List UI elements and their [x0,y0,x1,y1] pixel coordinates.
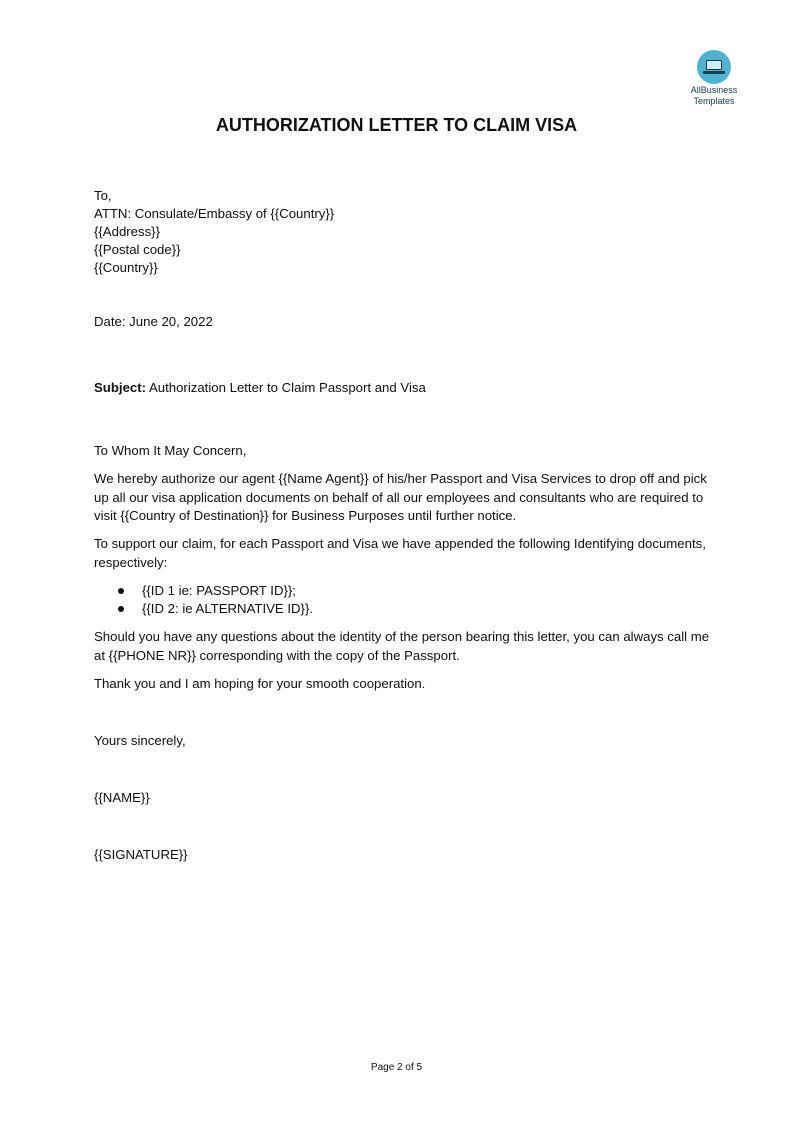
body-paragraph-3: Should you have any questions about the identity of the person bearing this letter, you can always call me at {{PHONE NR}} corresponding with the copy of the Passport. [94,629,710,663]
subject-text: Authorization Letter to Claim Passport and Visa [146,380,426,395]
closing: Yours sincerely, [94,733,186,748]
body-paragraph-2: To support our claim, for each Passport and Visa we have appended the following Identifying documents, respectively: [94,536,706,570]
bullet-icon [118,606,124,612]
subject-label: Subject: [94,380,147,395]
logo-text-line1: AllBusiness [690,85,738,95]
name-placeholder: {{NAME}} [94,790,150,805]
address-attn: ATTN: Consulate/Embassy of {{Country}} [94,206,335,221]
salutation: To Whom It May Concern, [94,443,247,458]
bullet-icon [118,588,124,594]
logo-text-line2: Templates [693,96,735,106]
document-title: AUTHORIZATION LETTER TO CLAIM VISA [215,115,578,135]
page-number: Page 2 of 5 [370,1062,423,1073]
letter-date: Date: June 20, 2022 [94,314,213,329]
laptop-icon [697,50,731,84]
address-country: {{Country}} [94,260,158,275]
body-paragraph-4: Thank you and I am hoping for your smooth cooperation. [94,676,426,691]
address-to: To, [94,188,112,203]
list-item-text: {{ID 2: ie ALTERNATIVE ID}}. [142,601,314,616]
body-paragraph-1: We hereby authorize our agent {{Name Agent}} of his/her Passport and Visa Services to drop off and pick up all our visa application documents on behalf of all our employees and consultants who are required to visit {{Country of Destination}} for Business Purposes until further notice. [94,471,707,523]
signature-placeholder: {{SIGNATURE}} [94,847,188,862]
subject-line [94,379,426,397]
list-item-text: {{ID 1 ie: PASSPORT ID}}; [142,583,296,598]
allbusiness-logo [680,50,748,106]
address-postal: {{Postal code}} [94,242,181,257]
address-line: {{Address}} [94,224,160,239]
